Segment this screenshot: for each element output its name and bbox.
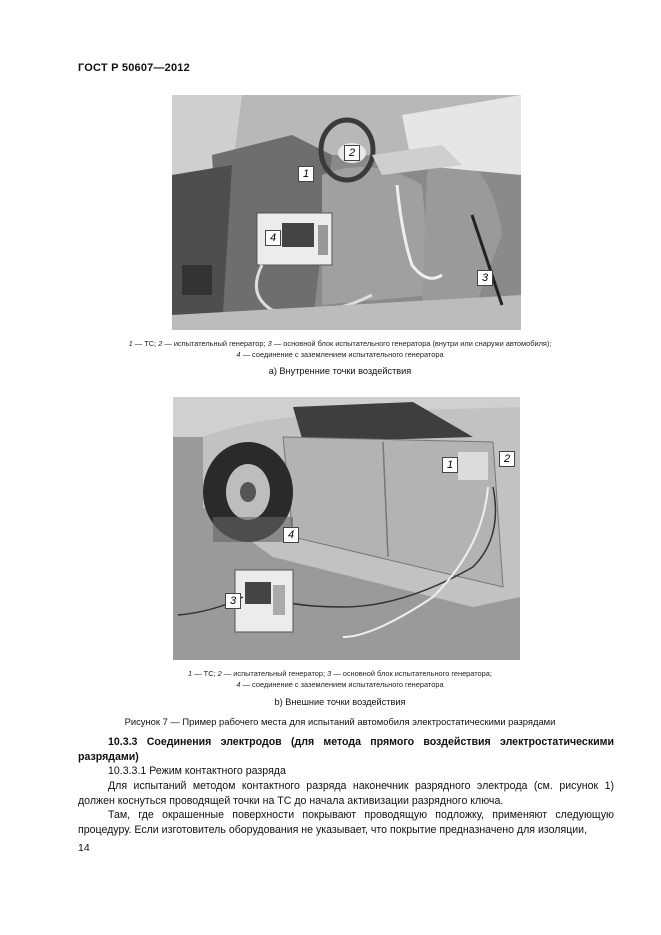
figure-a-legend: 1 — ТС; 2 — испытательный генератор; 3 — основной блок испытательного генератора (внутри или снаружи автомобиля); 4 — соединение с заземлением испытательного генератора [128,339,552,359]
exterior-car-photo [173,397,520,660]
figure-b-subcaption: b) Внешние точки воздействия [274,697,406,707]
section-heading: 10.3.3 Соединения электродов (для метода прямого воздействия электростатическими разрядами) [78,736,614,763]
interior-car-photo [172,95,521,330]
subsection-heading: 10.3.3.1 Режим контактного разряда [108,765,286,777]
figure-caption: Рисунок 7 — Пример рабочего места для испытаний автомобиля электростатическими разрядами [124,716,556,727]
callout-2: 2 [344,145,360,161]
callout-4: 4 [283,527,299,543]
callout-2: 2 [499,451,515,467]
callout-3: 3 [225,593,241,609]
standard-header: ГОСТ Р 50607—2012 [78,62,190,74]
paragraph-painted-surfaces: Там, где окрашенные поверхности покрывают проводящую подложку, применяют следующую процедуру. Если изготовитель оборудования не указывает, что покрытие предназначено для изоляции, [78,809,614,836]
photo-interior-test [172,95,521,330]
figure-b-legend: 1 — ТС; 2 — испытательный генератор; 3 — основной блок испытательного генератора; 4 — соединение с заземлением испытательного генератора [188,669,492,689]
figure-a-subcaption: а) Внутренние точки воздействия [268,366,412,376]
photo-exterior-test [173,397,520,660]
callout-3: 3 [477,270,493,286]
paragraph-contact-discharge: Для испытаний методом контактного разряда наконечник разрядного электрода (см. рисунок 1) должен коснуться проводящей точки на ТС до начала активизации разрядного ключа. [78,780,614,807]
page-number: 14 [78,842,90,854]
callout-1: 1 [298,166,314,182]
callout-1: 1 [442,457,458,473]
callout-4: 4 [265,230,281,246]
